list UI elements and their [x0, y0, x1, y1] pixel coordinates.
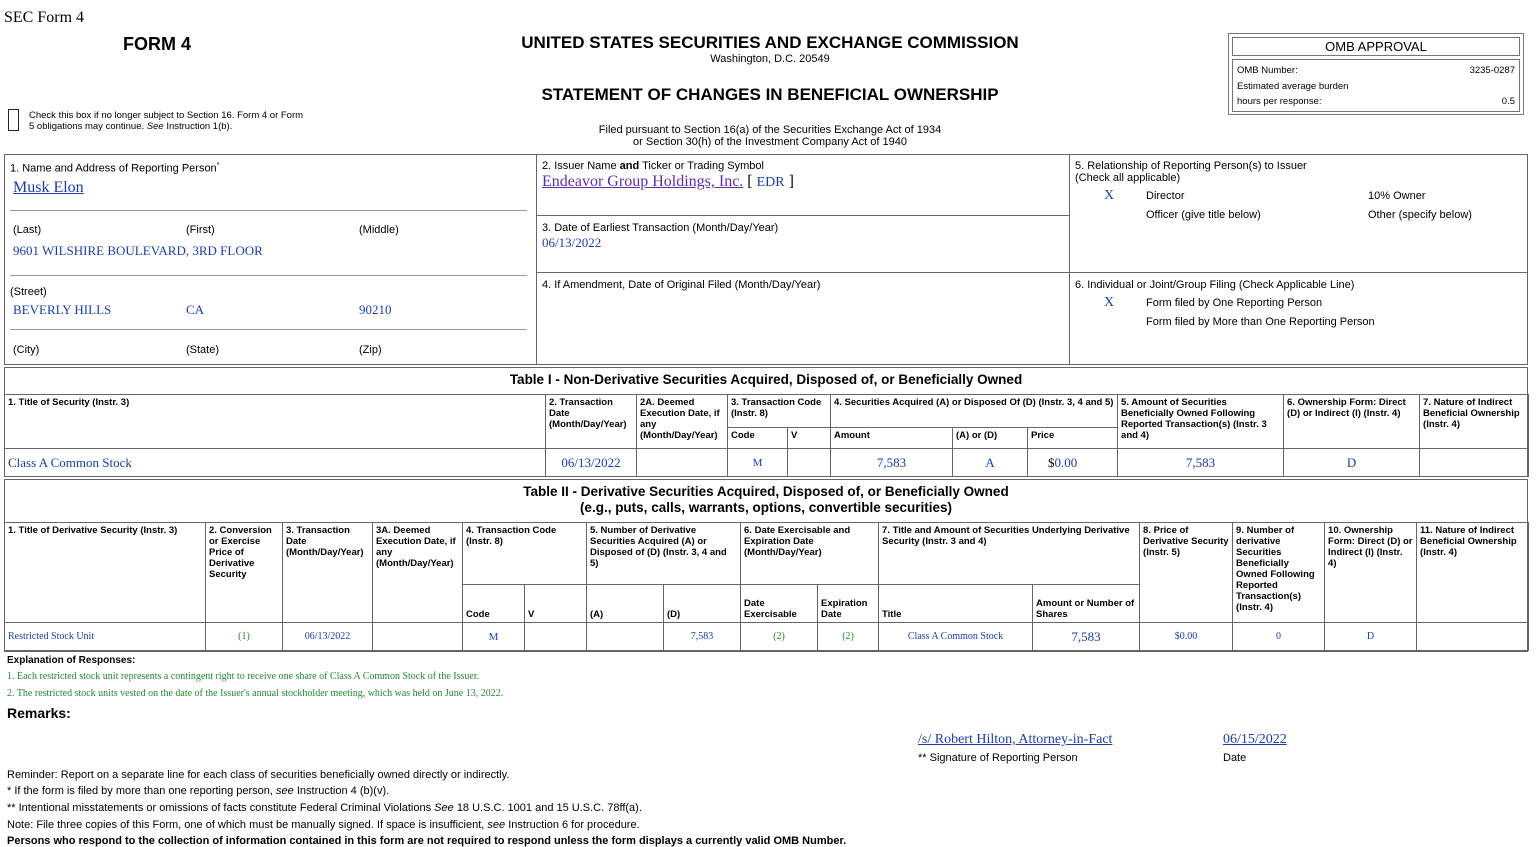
- reporting-person-name[interactable]: Musk Elon: [13, 179, 84, 196]
- t2-row-owned: 0: [1233, 623, 1325, 651]
- note-text: Note: File three copies of this Form, one of which must be manually signed. If space is insufficient, see Instruction 6 for procedure.: [7, 819, 640, 831]
- t2-row-underlying-title: Class A Common Stock: [879, 623, 1033, 651]
- ten-percent-owner-label: 10% Owner: [1368, 190, 1426, 202]
- footnote-star-2: ** Intentional misstatements or omissions of facts constitute Federal Criminal Violations See 18 U.S.C. 1001 and 15 U.S.C. 78ff(a).: [7, 802, 642, 814]
- t1-header-acquired: 4. Securities Acquired (A) or Disposed Of (D) (Instr. 3, 4 and 5): [831, 395, 1118, 428]
- t2-row-conversion-footnote[interactable]: (1): [206, 623, 283, 651]
- t1-row-nature: [1420, 449, 1529, 477]
- director-check-mark: X: [1104, 188, 1115, 203]
- state-label: (State): [186, 344, 220, 356]
- t2-row-form: D: [1325, 623, 1417, 651]
- t2-sub-amount: Amount or Number of Shares: [1033, 585, 1140, 623]
- t1-header-deemed: 2A. Deemed Execution Date, if any (Month/Day/Year): [637, 395, 728, 449]
- t2-row-underlying-amount: 7,583: [1033, 623, 1140, 651]
- t2-header-deemed: 3A. Deemed Execution Date, if any (Month/Day/Year): [373, 523, 463, 623]
- t2-header-underlying: 7. Title and Amount of Securities Underlying Derivative Security (Instr. 3 and 4): [879, 523, 1140, 585]
- t2-sub-exercisable: Date Exercisable: [741, 585, 818, 623]
- omb-title: OMB APPROVAL: [1232, 37, 1520, 56]
- t2-sub-expiration: Expiration Date: [818, 585, 879, 623]
- box4-label: 4. If Amendment, Date of Original Filed (Month/Day/Year): [542, 279, 821, 291]
- table1-title: Table I - Non-Derivative Securities Acquired, Disposed of, or Beneficially Owned: [509, 372, 1023, 387]
- omb-hours-value: 0.5: [1501, 96, 1515, 107]
- t2-row-deemed: [373, 623, 463, 651]
- signature-label: ** Signature of Reporting Person: [918, 752, 1078, 764]
- t2-row-a: [587, 623, 664, 651]
- middle-label: (Middle): [359, 224, 399, 236]
- t1-sub-code: Code: [728, 428, 788, 449]
- box3-label: 3. Date of Earliest Transaction (Month/Day/Year): [542, 222, 779, 234]
- t1-header-code: 3. Transaction Code (Instr. 8): [728, 395, 831, 428]
- sec-form-label: SEC Form 4: [4, 9, 85, 26]
- t1-sub-amount: Amount: [831, 428, 953, 449]
- t1-header-amount-owned: 5. Amount of Securities Beneficially Owned Following Reported Transaction(s) (Instr. 3 and 4): [1118, 395, 1284, 449]
- box1-label: 1. Name and Address of Reporting Person*: [10, 162, 220, 175]
- t2-header-title: 1. Title of Derivative Security (Instr. 3): [5, 523, 206, 623]
- city-label: (City): [13, 344, 40, 356]
- t2-header-owned: 9. Number of derivative Securities Beneficially Owned Following Reported Transaction(s) (Instr. 4): [1233, 523, 1325, 623]
- t2-sub-v: V: [525, 585, 587, 623]
- footnote-2: 2. The restricted stock units vested on the date of the Issuer's annual stockholder meeting, which was held on June 13, 2022.: [7, 688, 504, 699]
- t1-row-code: M: [728, 449, 788, 477]
- t1-row-date: 06/13/2022: [546, 449, 637, 477]
- t1-row-owned: 7,583: [1118, 449, 1284, 477]
- t2-header-ownership-form: 10. Ownership Form: Direct (D) or Indirect (I) (Instr. 4): [1325, 523, 1417, 623]
- filed-pursuant: Filed pursuant to Section 16(a) of the Securities Exchange Act of 1934 or Section 30(h) of the Investment Company Act of 1940: [598, 124, 942, 148]
- statement-title: STATEMENT OF CHANGES IN BENEFICIAL OWNERSHIP: [541, 85, 999, 104]
- last-label: (Last): [13, 224, 42, 236]
- t1-row-title: Class A Common Stock: [5, 449, 546, 477]
- other-label: Other (specify below): [1368, 209, 1472, 221]
- t2-row-v: [525, 623, 587, 651]
- t2-row-exercisable-footnote[interactable]: (2): [741, 623, 818, 651]
- omb-approval-box: [1228, 33, 1524, 115]
- omb-number-value: 3235-0287: [1469, 65, 1515, 76]
- earliest-transaction-date: 06/13/2022: [542, 235, 602, 250]
- city-value: BEVERLY HILLS: [13, 302, 112, 317]
- more-persons-label: Form filed by More than One Reporting Person: [1146, 316, 1375, 328]
- issuer-name-link[interactable]: Endeavor Group Holdings, Inc.: [542, 173, 744, 190]
- director-label: Director: [1146, 190, 1185, 202]
- t1-row-deemed: [637, 449, 728, 477]
- issuer-line: Endeavor Group Holdings, Inc. [ EDR ]: [542, 173, 794, 190]
- t2-header-number: 5. Number of Derivative Securities Acquired (A) or Disposed of (D) (Instr. 3, 4 and 5): [587, 523, 741, 585]
- officer-label: Officer (give title below): [1146, 209, 1261, 221]
- t1-header-nature: 7. Nature of Indirect Beneficial Ownership (Instr. 4): [1420, 395, 1529, 449]
- t2-sub-title: Title: [879, 585, 1033, 623]
- t2-sub-code: Code: [463, 585, 525, 623]
- t2-header-code: 4. Transaction Code (Instr. 8): [463, 523, 587, 585]
- street-value: 9601 WILSHIRE BOULEVARD, 3RD FLOOR: [13, 243, 263, 258]
- t2-header-date: 3. Transaction Date (Month/Day/Year): [283, 523, 373, 623]
- footnote-1: 1. Each restricted stock unit represents a contingent right to receive one share of Class A Common Stock of the Issuer.: [7, 671, 480, 682]
- t2-row-d: 7,583: [664, 623, 741, 651]
- t1-sub-v: V: [788, 428, 831, 449]
- signature-date-value: 06/15/2022: [1223, 732, 1287, 747]
- omb-details: [1232, 59, 1520, 112]
- first-label: (First): [186, 224, 215, 236]
- t1-header-date: 2. Transaction Date (Month/Day/Year): [546, 395, 637, 449]
- t1-row-form: D: [1284, 449, 1420, 477]
- t1-row-a-or-d: A: [953, 449, 1028, 477]
- form-title: FORM 4: [123, 34, 192, 54]
- omb-burden-label: Estimated average burden: [1237, 81, 1349, 92]
- t2-row-price: $0.00: [1140, 623, 1233, 651]
- reminder-text: Reminder: Report on a separate line for each class of securities beneficially owned directly or indirectly.: [7, 769, 510, 781]
- one-person-label: Form filed by One Reporting Person: [1146, 297, 1323, 309]
- t2-header-exercisable: 6. Date Exercisable and Expiration Date (Month/Day/Year): [741, 523, 879, 585]
- t2-sub-d: (D): [664, 585, 741, 623]
- t1-header-ownership-form: 6. Ownership Form: Direct (D) or Indirect (I) (Instr. 4): [1284, 395, 1420, 449]
- t2-row-nature: [1417, 623, 1529, 651]
- one-person-check-mark: X: [1104, 295, 1115, 310]
- t2-row-code: M: [463, 623, 525, 651]
- signature-value: /s/ Robert Hilton, Attorney-in-Fact: [918, 732, 1113, 747]
- street-label: (Street): [10, 286, 47, 298]
- ticker-symbol: EDR: [756, 175, 785, 190]
- t1-row-amount: 7,583: [831, 449, 953, 477]
- box6-label: 6. Individual or Joint/Group Filing (Check Applicable Line): [1075, 279, 1355, 291]
- explanation-label: Explanation of Responses:: [7, 655, 136, 666]
- t2-header-conversion: 2. Conversion or Exercise Price of Derivative Security: [206, 523, 283, 623]
- t2-sub-a: (A): [587, 585, 664, 623]
- t1-sub-price: Price: [1028, 428, 1118, 449]
- footnote-star-1: * If the form is filed by more than one reporting person, see Instruction 4 (b)(v).: [7, 785, 390, 797]
- t1-row-price: $0.00: [1028, 449, 1118, 477]
- t2-row-date: 06/13/2022: [283, 623, 373, 651]
- table2-grid: [4, 522, 1529, 651]
- table-row: [5, 623, 1529, 651]
- zip-label: (Zip): [359, 344, 382, 356]
- persons-notice: Persons who respond to the collection of information contained in this form are not required to respond unless the form displays a currently valid OMB Number.: [7, 835, 847, 847]
- agency-name: UNITED STATES SECURITIES AND EXCHANGE COMMISSION: [521, 33, 1019, 52]
- t1-sub-a-or-d: (A) or (D): [953, 428, 1028, 449]
- state-value: CA: [186, 302, 205, 317]
- omb-hours-label: hours per response:: [1237, 96, 1322, 107]
- t1-row-v: [788, 449, 831, 477]
- t1-header-title: 1. Title of Security (Instr. 3): [5, 395, 546, 449]
- table2-title: Table II - Derivative Securities Acquired, Disposed of, or Beneficially Owned (e.g., puts, calls, warrants, options, convertible securities): [523, 484, 1009, 515]
- t2-row-title: Restricted Stock Unit: [5, 623, 206, 651]
- box2-label: 2. Issuer Name and Ticker or Trading Symbol: [542, 160, 764, 172]
- t2-header-nature: 11. Nature of Indirect Beneficial Ownership (Instr. 4): [1417, 523, 1529, 623]
- t2-header-price: 8. Price of Derivative Security (Instr. 5): [1140, 523, 1233, 623]
- section16-checkbox-label: Check this box if no longer subject to Section 16. Form 4 or Form 5 obligations may continue. See Instruction 1(b).: [29, 110, 304, 132]
- omb-number-label: OMB Number:: [1237, 65, 1298, 76]
- date-label: Date: [1223, 752, 1247, 764]
- t2-row-expiration-footnote[interactable]: (2): [818, 623, 879, 651]
- table-row: [5, 449, 1529, 477]
- section16-checkbox[interactable]: [8, 109, 19, 131]
- table1-grid: [4, 394, 1529, 477]
- zip-value: 90210: [359, 302, 392, 317]
- remarks-label: Remarks:: [7, 705, 71, 721]
- box5-label: 5. Relationship of Reporting Person(s) to Issuer (Check all applicable): [1075, 160, 1307, 184]
- agency-location: Washington, D.C. 20549: [710, 53, 830, 65]
